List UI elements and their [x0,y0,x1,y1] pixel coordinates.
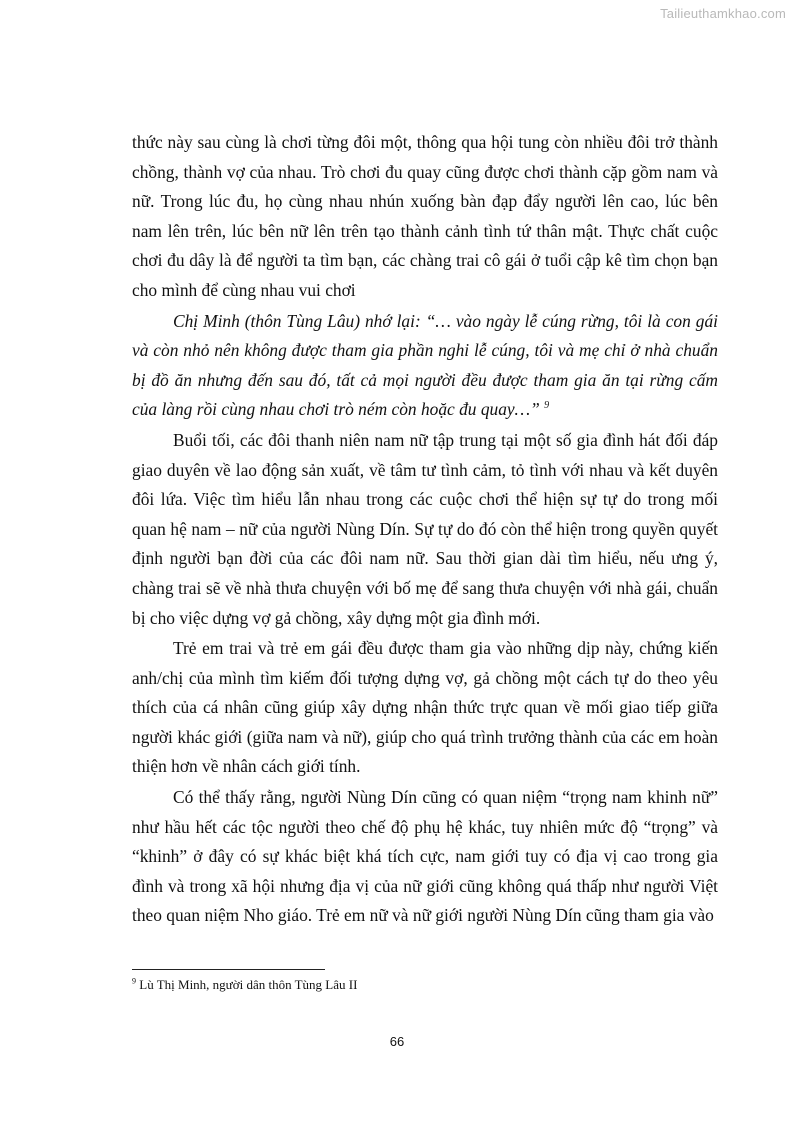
paragraph-evening-gatherings: Buổi tối, các đôi thanh niên nam nữ tập trung tại một số gia đình hát đối đáp giao duyên về lao động sản xuất, về tâm tư tình cảm, tỏ tình với nhau và kết duyên đôi lứa. Việc tìm hiểu lẫn nhau trong các cuộc chơi thể hiện sự tự do trong mối quan hệ nam – nữ của người Nùng Dín. Sự tự do đó còn thể hiện trong quyền quyết định người bạn đời của các đôi nam nữ. Sau thời gian dài tìm hiểu, nếu ưng ý, chàng trai sẽ về nhà thưa chuyện với bố mẹ để sang thưa chuyện với nhà gái, chuẩn bị cho việc dựng vợ gả chồng, xây dựng một gia đình mới. [132,429,718,628]
watermark: Tailieuthamkhao.com [660,6,786,21]
paragraph-continued: thức này sau cùng là chơi từng đôi một, thông qua hội tung còn nhiều đôi trở thành chồng, thành vợ của nhau. Trò chơi đu quay cũng được chơi thành cặp gồm nam và nữ. Trong lúc đu, họ cùng nhau nhún xuống bàn đạp đẩy người lên cao, lúc bên nam lên trên, lúc bên nữ lên trên tạo thành cảnh tình tứ thân mật. Thực chất cuộc chơi đu dây là để người ta tìm bạn, các chàng trai cô gái ở tuổi cập kê tìm chọn bạn cho mình để cùng nhau vui chơi [132,132,718,300]
footnote-number: 9 [132,976,136,986]
paragraph-gender-views: Có thể thấy rằng, người Nùng Dín cũng có quan niệm “trọng nam khinh nữ” như hầu hết các tộc người theo chế độ phụ hệ khác, tuy nhiên mức độ “trọng” và “khinh” ở đây có sự khác biệt khá tích cực, nam giới tuy có địa vị cao trong gia đình và trong xã hội nhưng địa vị của nữ giới cũng không quá thấp như người Việt theo quan niệm Nho giáo. Trẻ em nữ và nữ giới người Nùng Dín cũng tham gia vào [132,787,718,926]
paragraph-children-participation: Trẻ em trai và trẻ em gái đều được tham gia vào những dịp này, chứng kiến anh/chị của mình tìm kiếm đối tượng dựng vợ, gả chồng một cách tự do theo yêu thích của cá nhân cũng giúp xây dựng nhận thức trực quan về mối giao tiếp giữa người khác giới (giữa nam và nữ), giúp cho quá trình trưởng thành của các em hoàn thiện hơn về nhân cách giới tính. [132,638,718,777]
paragraph-quote [132,307,718,425]
footnote-ref[interactable]: 9 [544,400,550,412]
footnote-divider [132,969,325,970]
body-text [132,128,718,931]
quote-text: Chị Minh (thôn Tùng Lâu) nhớ lại: “… vào ngày lễ cúng rừng, tôi là con gái và còn nhỏ nên không được tham gia phần nghi lễ cúng, tôi và mẹ chỉ ở nhà chuẩn bị đồ ăn nhưng đến sau đó, tất cả mọi người đều được tham gia ăn tại rừng cấm của làng rồi cùng nhau chơi trò ném còn hoặc đu quay…” [132,310,718,420]
footnote [132,976,357,994]
page-number: 66 [389,1034,405,1049]
footnote-text: Lù Thị Minh, người dân thôn Tùng Lâu II [136,977,358,992]
